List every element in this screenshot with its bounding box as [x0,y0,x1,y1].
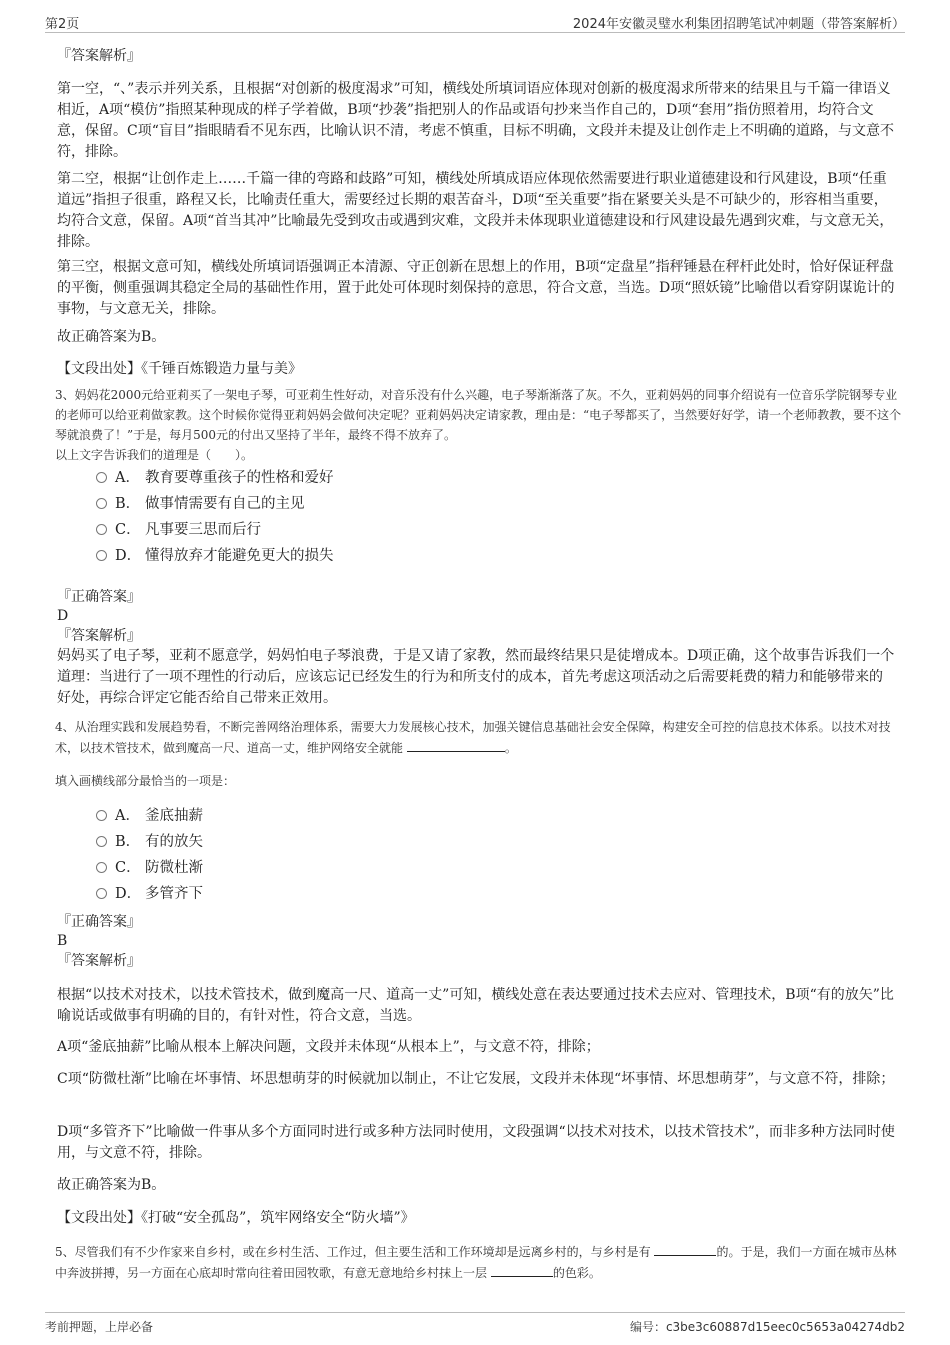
q3-option-a[interactable] [96,467,334,489]
q4-option-b[interactable] [96,831,203,853]
document-id: 编号：c3be3c60887d15eec0c5653a04274db2 [629,1320,905,1334]
option-text: 防微杜渐 [145,860,203,876]
q3-option-d[interactable] [96,545,334,567]
option-letter: D． [115,548,142,564]
option-text: 多管齐下 [145,886,203,902]
page-number: 第2页 [45,17,80,32]
option-letter: A． [115,808,140,824]
radio-icon[interactable] [96,862,107,873]
q5-stem-mid: 的。于是，我们一方面在城市丛林中奔波拼搏，另一方面在心底却时常向往着田园牧歌，有意无意地给乡村抹上一层 [55,1245,897,1280]
option-text: 有的放矢 [145,834,203,850]
q3-analysis-label: 『答案解析』 [57,628,141,644]
q4-option-a[interactable] [96,805,203,827]
q3-option-b[interactable] [96,493,305,515]
q3-answer-label: 『正确答案』 [57,589,141,605]
q4-analysis-para2: A项“釜底抽薪”比喻从根本上解决问题，文段并未体现“从根本上”，与文意不符，排除； [57,1039,600,1055]
option-letter: C． [115,860,141,876]
document-title: 2024年安徽灵璧水利集团招聘笔试冲刺题（带答案解析） [572,17,905,32]
page-header [45,10,905,33]
page-footer [45,1312,905,1337]
q3-option-c[interactable] [96,519,261,541]
q3-question: 以上文字告诉我们的道理是（ ）。 [55,448,254,462]
q4-analysis-para3: C项“防微杜渐”比喻在坏事情、坏思想萌芽的时候就加以制止，不让它发展，文段并未体现“坏事情、坏思想萌芽”，与文意不符，排除； [57,1071,895,1087]
q3-answer: D [57,608,69,624]
q3-analysis: 妈妈买了电子琴，亚莉不愿意学，妈妈怕电子琴浪费，于是又请了家教，然而最终结果只是徒增成本。D项正确，这个故事告诉我们一个道理：当进行了一项不理性的行动后，应该忘记已经发生的行为和所支付的成本，首先考虑这项活动之后需要耗费的精力和能够带来的好处，再综合评定它能否给自己带来正效用。 [57,648,895,706]
q4-question: 填入画横线部分最恰当的一项是： [55,774,236,788]
q4-stem-text: 4、从治理实践和发展趋势看，不断完善网络治理体系，需要大力发展核心技术，加强关键信息基础社会安全保障，构建安全可控的信息技术体系。以技术对技术，以技术管技术，做到魔高一尺、道高一丈，维护网络安全就能 [55,720,891,755]
option-letter: D． [115,886,142,902]
blank-underline [407,737,505,752]
q4-analysis-para4: D项“多管齐下”比喻做一件事从多个方面同时进行或多种方法同时使用，文段强调“以技术对技术，以技术管技术”，而非多种方法同时使用，与文意不符，排除。 [57,1124,895,1161]
q2-analysis-para1: 第一空，“、”表示并列关系，且根据“对创新的极度渴求”可知，横线处所填词语应体现对创新的极度渴求所带来的结果且与千篇一律语义相近，A项“模仿”指照某种现成的样子学着做，B项“抄袭”指把别人的作品或语句抄来当作自己的，D项“套用”指仿照着用，均符合文意，保留。C项“盲目”指眼睛看不见东西，比喻认识不清，考虑不慎重，目标不明确，文段并未提及让创作走上不明确的道路，与文意不符，排除。 [57,81,895,160]
q4-option-d[interactable] [96,883,203,905]
radio-icon[interactable] [96,524,107,535]
q5-stem-end: 的色彩。 [552,1266,601,1280]
q2-analysis-para2: 第二空，根据“让创作走上……千篇一律的弯路和歧路”可知，横线处所填成语应体现依然需要进行职业道德建设和行风建设，B项“任重道远”指担子很重，路程又长，比喻责任重大，需要经过长期的艰苦奋斗，D项“至关重要”指在紧要关头是不可缺少的，形容相当重要，均符合文意，保留。A项“首当其冲”比喻最先受到攻击或遇到灾难，文段并未体现职业道德建设和行风建设最先遇到灾难，与文意无关，排除。 [57,171,894,250]
option-letter: A． [115,470,140,486]
option-letter: B． [115,496,141,512]
q4-stem [55,717,905,758]
q4-analysis-para1: 根据“以技术对技术，以技术管技术，做到魔高一尺、道高一丈”可知，横线处意在表达要通过技术去应对、管理技术，B项“有的放矢”比喻说话或做事有明确的目的，有针对性，符合文意，当选。 [57,987,894,1024]
q4-conclusion: 故正确答案为B。 [57,1177,166,1193]
blank-underline [491,1262,553,1277]
q4-answer-label: 『正确答案』 [57,914,141,930]
q2-analysis-label: 『答案解析』 [57,48,141,64]
radio-icon[interactable] [96,836,107,847]
q4-answer: B [57,933,68,949]
q4-source: 【文段出处】《打破“安全孤岛”，筑牢网络安全“防火墙”》 [57,1210,415,1226]
q2-conclusion: 故正确答案为B。 [57,329,166,345]
option-text: 凡事要三思而后行 [145,522,261,538]
option-text: 釜底抽薪 [145,808,203,824]
q4-analysis-label: 『答案解析』 [57,953,141,969]
radio-icon[interactable] [96,888,107,899]
q2-source: 【文段出处】《千锤百炼锻造力量与美》 [57,361,302,377]
radio-icon[interactable] [96,810,107,821]
q5-stem [55,1241,905,1283]
option-text: 教育要尊重孩子的性格和爱好 [145,470,334,486]
option-letter: C． [115,522,141,538]
option-text: 懂得放弃才能避免更大的损失 [145,548,334,564]
radio-icon[interactable] [96,472,107,483]
q2-analysis-para3: 第三空，根据文意可知，横线处所填词语强调正本清源、守正创新在思想上的作用，B项“定盘星”指秤锤悬在秤杆此处时，恰好保证秤盘的平衡，侧重强调其稳定全局的基础性作用，置于此处可体现时刻保持的意思，符合文意，当选。D项“照妖镜”比喻借以看穿阴谋诡计的事物，与文意无关，排除。 [57,259,895,317]
option-text: 做事情需要有自己的主见 [145,496,305,512]
q3-stem: 3、妈妈花2000元给亚莉买了一架电子琴，可亚莉生性好动，对音乐没有什么兴趣，电子琴渐渐落了灰。不久，亚莉妈妈的同事介绍说有一位音乐学院钢琴专业的老师可以给亚莉做家教。这个时候你觉得亚莉妈妈会做何决定呢？亚莉妈妈决定请家教，理由是：“电子琴都买了，当然要好好学，请一个老师教教，要不这个琴就浪费了！”于是，每月500元的付出又坚持了半年，最终不得不放弃了。 [55,388,902,442]
radio-icon[interactable] [96,498,107,509]
option-letter: B． [115,834,141,850]
q5-stem-text: 5、尽管我们有不少作家来自乡村，或在乡村生活、工作过，但主要生活和工作环境却是远离乡村的，与乡村是有 [55,1245,651,1259]
radio-icon[interactable] [96,550,107,561]
q4-stem-end: 。 [504,741,517,755]
blank-underline [654,1241,716,1256]
q4-option-c[interactable] [96,857,203,879]
footer-slogan: 考前押题，上岸必备 [45,1320,154,1334]
